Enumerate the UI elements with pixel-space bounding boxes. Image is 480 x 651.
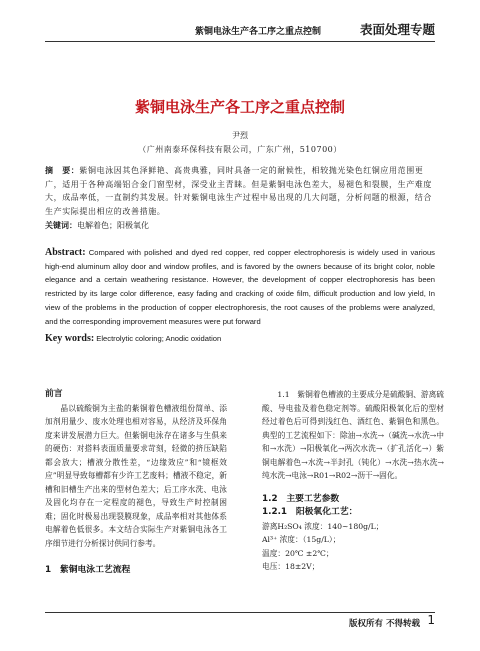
author: 尹烈 — [232, 131, 248, 140]
keywords-cn — [45, 220, 435, 231]
section-label: 表面处理专题 — [359, 22, 435, 37]
left-column — [45, 388, 227, 578]
keywords-cn-label: 关键词： — [45, 221, 77, 230]
right-column — [262, 388, 444, 574]
preface-heading: 前言 — [45, 389, 63, 399]
keywords-en-label: Key words: — [45, 333, 95, 344]
footer-rule — [45, 612, 435, 613]
section-1-1-paragraph: 1.1 紫铜着色槽液的主要成分是硫酸铜、游离硫酸、导电盐及着色稳定剂等。硫酸阳极氧化后的型材经过着色后可得到浅红色、酒红色、紫铜色和黑色。典型的工艺流程如下：除油→水洗→（碱洗→水洗→中和→水洗）→阳极氧化→两次水洗→（扩孔活化→）紫铜电解着色→水洗→半封孔（钝化）→水洗→热水洗→纯水洗→电泳→R01→R02→沥干→固化。 — [262, 390, 444, 480]
affiliation: （广州南泰环保科技有限公司，广东广州，510700） — [138, 145, 342, 154]
section-1-heading: 1 紫铜电泳工艺流程 — [45, 565, 131, 575]
keywords-en-text: Electrolytic coloring; Anodic oxidation — [96, 334, 222, 343]
parameter-item: 电压：18±2V； — [262, 562, 320, 571]
abstract-en — [45, 246, 435, 328]
parameter-item: 温度：20℃ ±2℃； — [262, 548, 334, 558]
running-title: 紫铜电泳生产各工序之重点控制 — [195, 27, 322, 37]
section-1-2-1-heading: 1.2.1 阳极氧化工艺： — [262, 507, 358, 517]
parameter-list — [262, 520, 444, 574]
keywords-cn-text: 电解着色；阳极氧化 — [77, 221, 149, 230]
article-title: 紫铜电泳生产各工序之重点控制 — [134, 98, 345, 116]
parameter-item: 游离H₂SO₄ 浓度：140~180g/L； — [262, 521, 384, 531]
abstract-en-label: Abstract: — [45, 247, 86, 258]
abstract-en-text: Compared with polished and dyed red copper, red copper electrophoresis is widely used in various high-end aluminum alloy door and window profiles, and is favored by the owners because of its bright color, noble elegance and a certain weathering resistance. However, the development of copper electrophoresis has been restricted by its large color difference, easy fading and cracking of oxide film, difficult production and low yield, In view of the problems in the production of copper electrophoresis, the root causes of the problems were analyzed, and the corresponding improvement measures were put forward — [45, 248, 435, 326]
copyright-notice: 版权所有 不得转载 — [349, 619, 420, 629]
page-header — [45, 18, 435, 38]
abstract-cn — [45, 164, 435, 218]
page-number: 1 — [427, 613, 435, 627]
section-1-2-heading: 1.2 主要工艺参数 — [262, 493, 340, 504]
keywords-en — [45, 333, 435, 344]
parameter-item: Al³⁺ 浓度：（15g/L）； — [262, 535, 341, 544]
header-rule — [45, 41, 435, 42]
abstract-cn-text: 紫铜电泳因其色泽鲜艳、高贵典雅，同时具备一定的耐候性，相较抛光染色红铜应用范围更广，适用于各种高端铝合金门窗型材，深受业主青睐。但是紫铜电泳色差大，易褪色和裂膜，生产难度大，成品率低，一直制约其发展。针对紫铜电泳生产过程中易出现的几大问题，分析问题的根源，结合生产实际提出相应的改善措施。 — [45, 166, 432, 216]
preface-paragraph: 晶以硫酸铜为主盐的紫铜着色槽液组份简单、添加剂用量少、废水处理也相对容易，从经济及环保角度来讲发展潜力巨大。但紫铜电泳存在诸多与生俱来的硬伤：对搭料表面质量要求苛刻，轻微的挤压缺陷都会放大；槽液分散性差，“边缘效应”和“镜框效应”明显导致每槽都有少许工艺废料；槽液不稳定，新槽和旧槽生产出来的型材色差大；后工序水洗、电泳及固化均存在一定程度的褪色，导致生产时控制困难；固化时极易出现裂膜现象，成品率相对其他体系电解着色低很多。本文结合实际生产对紫铜电泳各工序细节进行分析探讨供同行参考。 — [45, 403, 227, 548]
abstract-cn-label: 摘 要： — [45, 166, 80, 175]
